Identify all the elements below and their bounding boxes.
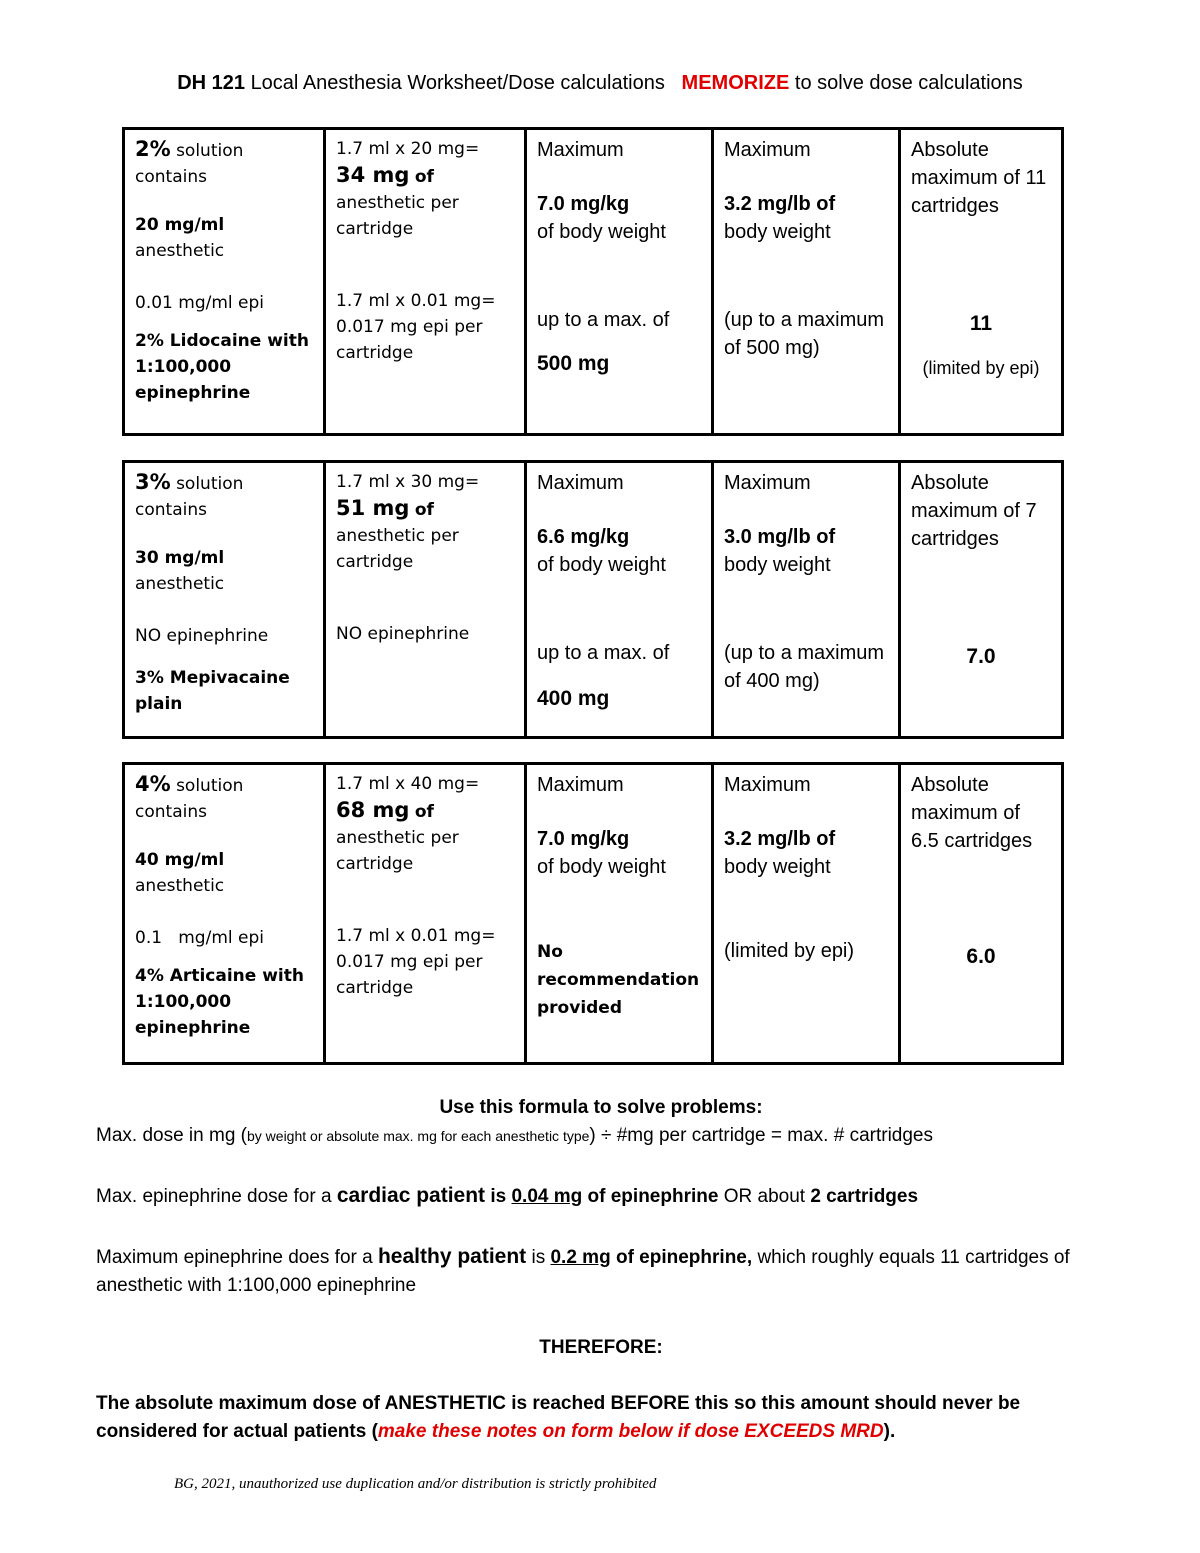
lidocaine-table xyxy=(122,127,1064,436)
solution-cell: 2% solution contains 20 mg/ml anesthetic 0.01 mg/ml epi 2% Lidocaine with 1:100,000 epinephrine xyxy=(124,129,325,435)
mepivacaine-table xyxy=(122,460,1064,739)
solution-cell: 3% solution contains 30 mg/ml anesthetic NO epinephrine 3% Mepivacaine plain xyxy=(124,462,325,738)
title-tail: to solve dose calculations xyxy=(794,72,1023,94)
absolute-max-cell: Absolute maximum of 11 cartridges 11 (limited by epi) xyxy=(900,129,1063,435)
course-code: DH 121 xyxy=(177,72,245,94)
solution-cell: 4% solution contains 40 mg/ml anesthetic 0.1 mg/ml epi 4% Articaine with 1:100,000 epinephrine xyxy=(124,764,325,1064)
therefore-label: THEREFORE: xyxy=(539,1337,663,1358)
max-mgkg-cell: Maximum 6.6 mg/kg of body weight up to a max. of 400 mg xyxy=(526,462,713,738)
max-mgkg-cell: Maximum 7.0 mg/kg of body weight up to a max. of 500 mg xyxy=(526,129,713,435)
cardiac-epi-line: Max. epinephrine dose for a cardiac patient is 0.04 mg of epinephrine OR about 2 cartridges xyxy=(96,1184,919,1207)
max-mgkg-cell: Maximum 7.0 mg/kg of body weight No recommendation provided xyxy=(526,764,713,1064)
formula-heading: Use this formula to solve problems: xyxy=(439,1097,763,1118)
copyright-footer: BG, 2021, unauthorized use duplication and/or distribution is strictly prohibited xyxy=(174,1476,657,1492)
absolute-max-cell: Absolute maximum of 7 cartridges 7.0 xyxy=(900,462,1063,738)
articaine-table xyxy=(122,762,1064,1065)
worksheet-title: Local Anesthesia Worksheet/Dose calculations xyxy=(250,72,665,94)
page-title xyxy=(0,72,1200,95)
cartridge-mg-cell: 1.7 ml x 40 mg= 68 mg of anesthetic per cartridge 1.7 ml x 0.01 mg= 0.017 mg epi per cartridge xyxy=(325,764,526,1064)
max-mglb-cell: Maximum 3.2 mg/lb of body weight (up to a maximum of 500 mg) xyxy=(713,129,900,435)
absolute-max-cell: Absolute maximum of 6.5 cartridges 6.0 xyxy=(900,764,1063,1064)
cartridge-mg-cell: 1.7 ml x 30 mg= 51 mg of anesthetic per cartridge NO epinephrine xyxy=(325,462,526,738)
healthy-epi-line: Maximum epinephrine does for a healthy patient is 0.2 mg of epinephrine, which roughly equals 11 cartridges of anesthetic with 1:100,000 epinephrine xyxy=(96,1245,1070,1296)
max-mglb-cell: Maximum 3.2 mg/lb of body weight (limited by epi) xyxy=(713,764,900,1064)
cartridge-mg-cell: 1.7 ml x 20 mg= 34 mg of anesthetic per cartridge 1.7 ml x 0.01 mg= 0.017 mg epi per cartridge xyxy=(325,129,526,435)
max-mglb-cell: Maximum 3.0 mg/lb of body weight (up to a maximum of 400 mg) xyxy=(713,462,900,738)
final-note: The absolute maximum dose of ANESTHETIC is reached BEFORE this so this amount should never be considered for actual patients (make these notes on form below if dose EXCEEDS MRD). xyxy=(96,1393,1021,1442)
memorize-label: MEMORIZE xyxy=(681,72,790,94)
formula-line: Max. dose in mg (by weight or absolute max. mg for each anesthetic type) ÷ #mg per cartridge = max. # cartridges xyxy=(96,1125,933,1146)
